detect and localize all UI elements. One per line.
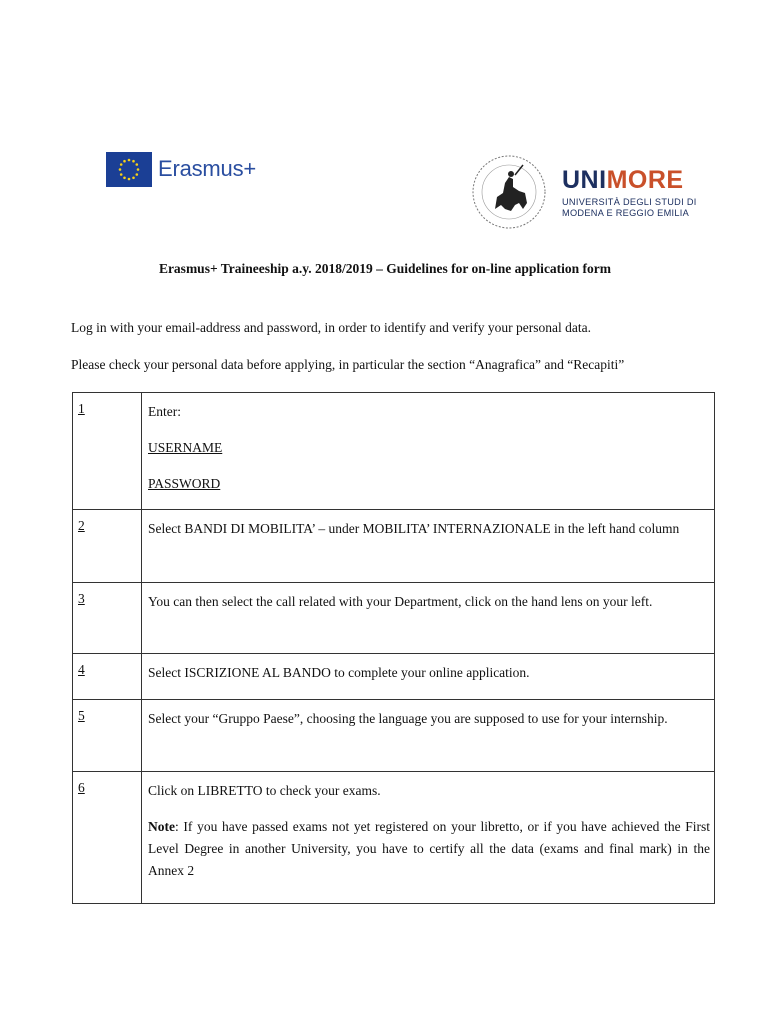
step-content-cell <box>142 700 715 772</box>
erasmus-logo <box>106 150 256 188</box>
step-text: You can then select the call related with your Department, click on the hand lens on your left. <box>148 594 653 609</box>
unimore-name-more: MORE <box>606 166 684 194</box>
step-number: 5 <box>78 708 85 723</box>
step-number-cell <box>73 700 142 772</box>
step-content-cell <box>142 654 715 700</box>
step-row-4 <box>73 654 715 700</box>
step-content-cell <box>142 772 715 904</box>
erasmus-wordmark: Erasmus+ <box>158 156 257 181</box>
unimore-logo <box>562 168 697 219</box>
password-label: PASSWORD <box>148 476 221 491</box>
step-enter-label: Enter: <box>148 404 181 419</box>
step-note <box>148 816 710 882</box>
step-number: 6 <box>78 780 85 795</box>
unimore-subtitle-line1: UNIVERSITÀ DEGLI STUDI DI <box>562 197 697 207</box>
step-text: Select your “Gruppo Paese”, choosing the language you are supposed to use for your internship. <box>148 711 668 726</box>
step-row-6 <box>73 772 715 904</box>
step-number-cell <box>73 510 142 583</box>
note-text: : If you have passed exams not yet registered on your libretto, or if you have achieved the First Level Degree in another University, you have to certify all the data (exams and final mark) in the Annex 2 <box>148 819 710 878</box>
unimore-name-uni: UNI <box>562 166 607 194</box>
step-row-1 <box>73 393 715 510</box>
step-number: 3 <box>78 591 85 606</box>
unimore-subtitle <box>562 197 697 219</box>
steps-table <box>72 392 715 904</box>
note-label: Note <box>148 819 175 834</box>
step-number: 2 <box>78 518 85 533</box>
unimore-subtitle-line2: MODENA E REGGIO EMILIA <box>562 208 690 218</box>
step-number-cell <box>73 583 142 654</box>
step-number-cell <box>73 772 142 904</box>
username-label: USERNAME <box>148 440 223 455</box>
step-content-cell <box>142 393 715 510</box>
eu-flag-icon <box>106 152 152 187</box>
step-content-cell <box>142 583 715 654</box>
intro-check-text: Please check your personal data before applying, in particular the section “Anagrafica” and “Recapiti” <box>71 357 625 372</box>
step-number-cell <box>73 654 142 700</box>
page-title: Erasmus+ Traineeship a.y. 2018/2019 – Guidelines for on-line application form <box>158 261 612 276</box>
step-row-3 <box>73 583 715 654</box>
step-text: Select ISCRIZIONE AL BANDO to complete your online application. <box>148 665 530 680</box>
university-seal-icon <box>467 153 551 231</box>
step-content-cell <box>142 510 715 583</box>
intro-login-text: Log in with your email-address and password, in order to identify and verify your personal data. <box>71 320 591 335</box>
step-number: 1 <box>78 401 85 416</box>
step-text: Select BANDI DI MOBILITA’ – under MOBILITA’ INTERNAZIONALE in the left hand column <box>148 521 680 536</box>
step-text: Click on LIBRETTO to check your exams. <box>148 783 381 798</box>
step-row-2 <box>73 510 715 583</box>
unimore-name <box>562 168 697 193</box>
step-number: 4 <box>78 662 85 677</box>
step-row-5 <box>73 700 715 772</box>
step-number-cell <box>73 393 142 510</box>
